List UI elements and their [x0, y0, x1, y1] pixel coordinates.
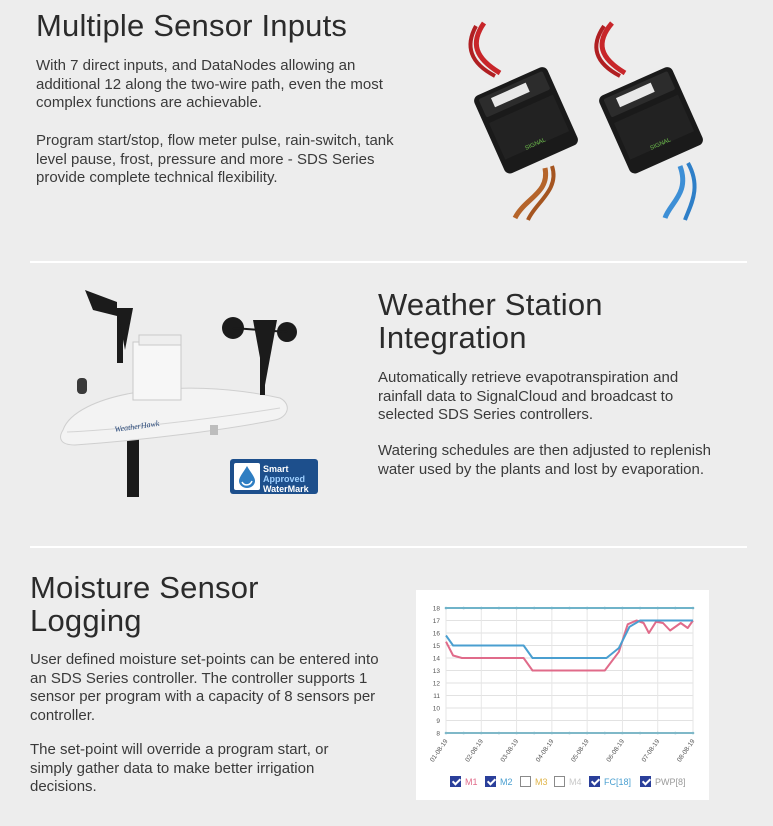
series-point-fc [480, 607, 483, 610]
series-line-m2 [446, 621, 693, 659]
section3-title-line1: Moisture Sensor [30, 570, 259, 605]
x-tick-label: 02-08-19 [464, 738, 485, 764]
series-point-fc [498, 607, 501, 610]
module-label-right: SIGNAL [649, 137, 672, 152]
series-point-pwp [568, 732, 571, 735]
series-point-pwp [445, 732, 448, 735]
series-point-fc [515, 607, 518, 610]
series-point-pwp [498, 732, 501, 735]
series-point-pwp [656, 732, 659, 735]
section3-para2: The set-point will override a program start, or simply gather data to make better irrigation decisions. [30, 741, 329, 795]
section2-para2: Watering schedules are then adjusted to replenish water used by the plants and lost by evaporation. [378, 442, 711, 478]
badge-line1: Smart [263, 464, 289, 474]
y-tick-label: 11 [433, 693, 440, 700]
section3-title-line2: Logging [30, 603, 142, 638]
series-point-pwp [551, 732, 554, 735]
series-point-fc [568, 607, 571, 610]
x-tick-label: 01-08-19 [428, 738, 450, 764]
y-tick-label: 14 [432, 655, 440, 663]
x-tick-label: 03-08-19 [499, 738, 521, 764]
water-drop-icon [234, 463, 260, 490]
series-point-pwp [674, 732, 677, 735]
legend-label-fc: FC[18] [604, 777, 632, 787]
legend-label-pwp: PWP[8] [655, 777, 686, 787]
series-point-fc [586, 607, 589, 610]
legend-label-m3: M3 [535, 777, 548, 787]
y-tick-label: 13 [432, 668, 440, 675]
series-point-fc [462, 607, 465, 610]
series-point-fc [692, 607, 695, 610]
series-point-fc [551, 607, 554, 610]
chart-legend [450, 776, 700, 790]
series-point-pwp [462, 732, 465, 735]
badge-line2: Approved [263, 474, 306, 484]
series-point-fc [656, 607, 659, 610]
section1-para1: With 7 direct inputs, and DataNodes allowing an additional 12 along the two-wire path, even the most complex functions are achievable. [36, 57, 383, 111]
section1-para2: Program start/stop, flow meter pulse, rain-switch, tank level pause, frost, pressure and more - SDS Series provide complete technical flexibility. [36, 132, 394, 186]
y-tick-label: 18 [432, 605, 440, 613]
y-tick-label: 16 [432, 630, 440, 638]
series-point-pwp [639, 732, 642, 735]
section3-para1: User defined moisture set-points can be entered into an SDS Series controller. The controller supports 1 sensor per program with a capacity of 8 sensors per controller. [30, 651, 379, 724]
series-point-pwp [480, 732, 483, 735]
x-tick-label: 04-08-19 [534, 738, 556, 764]
series-point-pwp [515, 732, 518, 735]
section2-para1: Automatically retrieve evapotranspiration and rainfall data to SignalCloud and broadcast to selected SDS Series controllers. [378, 369, 679, 423]
series-point-fc [603, 607, 606, 610]
station-brand-text: WeatherHawk [114, 418, 160, 434]
x-tick-label: 07-08-19 [640, 738, 662, 764]
series-point-fc [639, 607, 642, 610]
legend-checkbox-m4[interactable] [554, 776, 565, 787]
y-tick-label: 9 [436, 718, 440, 725]
badge-line3: WaterMark [263, 484, 309, 494]
series-point-pwp [692, 732, 695, 735]
y-tick-label: 12 [432, 680, 440, 688]
moisture-chart-card [416, 590, 709, 800]
legend-checkbox-m1[interactable] [450, 776, 461, 787]
section2-title-line2: Integration [378, 320, 527, 355]
y-tick-label: 10 [432, 705, 440, 713]
y-tick-label: 17 [432, 618, 440, 625]
divider-1 [30, 261, 747, 263]
legend-checkbox-pwp[interactable] [640, 776, 651, 787]
x-tick-label: 05-08-19 [570, 738, 591, 764]
module-label-left: SIGNAL [524, 137, 547, 152]
divider-2 [30, 546, 747, 548]
section2-title-line1: Weather Station [378, 287, 603, 322]
section1-title: Multiple Sensor Inputs [36, 8, 348, 43]
series-point-fc [445, 607, 448, 610]
legend-label-m1: M1 [465, 777, 478, 787]
series-point-fc [674, 607, 677, 610]
moisture-chart [416, 590, 709, 765]
series-point-fc [533, 607, 536, 610]
series-point-pwp [603, 732, 606, 735]
series-point-pwp [533, 732, 536, 735]
legend-checkbox-m2[interactable] [485, 776, 496, 787]
y-tick-label: 15 [432, 643, 440, 650]
legend-checkbox-fc[interactable] [589, 776, 600, 787]
section3-title [30, 571, 259, 637]
series-point-pwp [621, 732, 624, 735]
x-tick-label: 06-08-19 [605, 738, 627, 764]
legend-label-m2: M2 [500, 777, 513, 787]
legend-checkbox-m3[interactable] [520, 776, 531, 787]
sensor-modules-image [440, 18, 740, 223]
series-point-fc [621, 607, 624, 610]
section2-title [378, 288, 603, 354]
series-point-pwp [586, 732, 589, 735]
legend-label-m4: M4 [569, 777, 582, 787]
watermark-badge [230, 459, 318, 494]
x-tick-label: 08-08-19 [675, 738, 697, 764]
y-tick-label: 8 [436, 730, 440, 738]
